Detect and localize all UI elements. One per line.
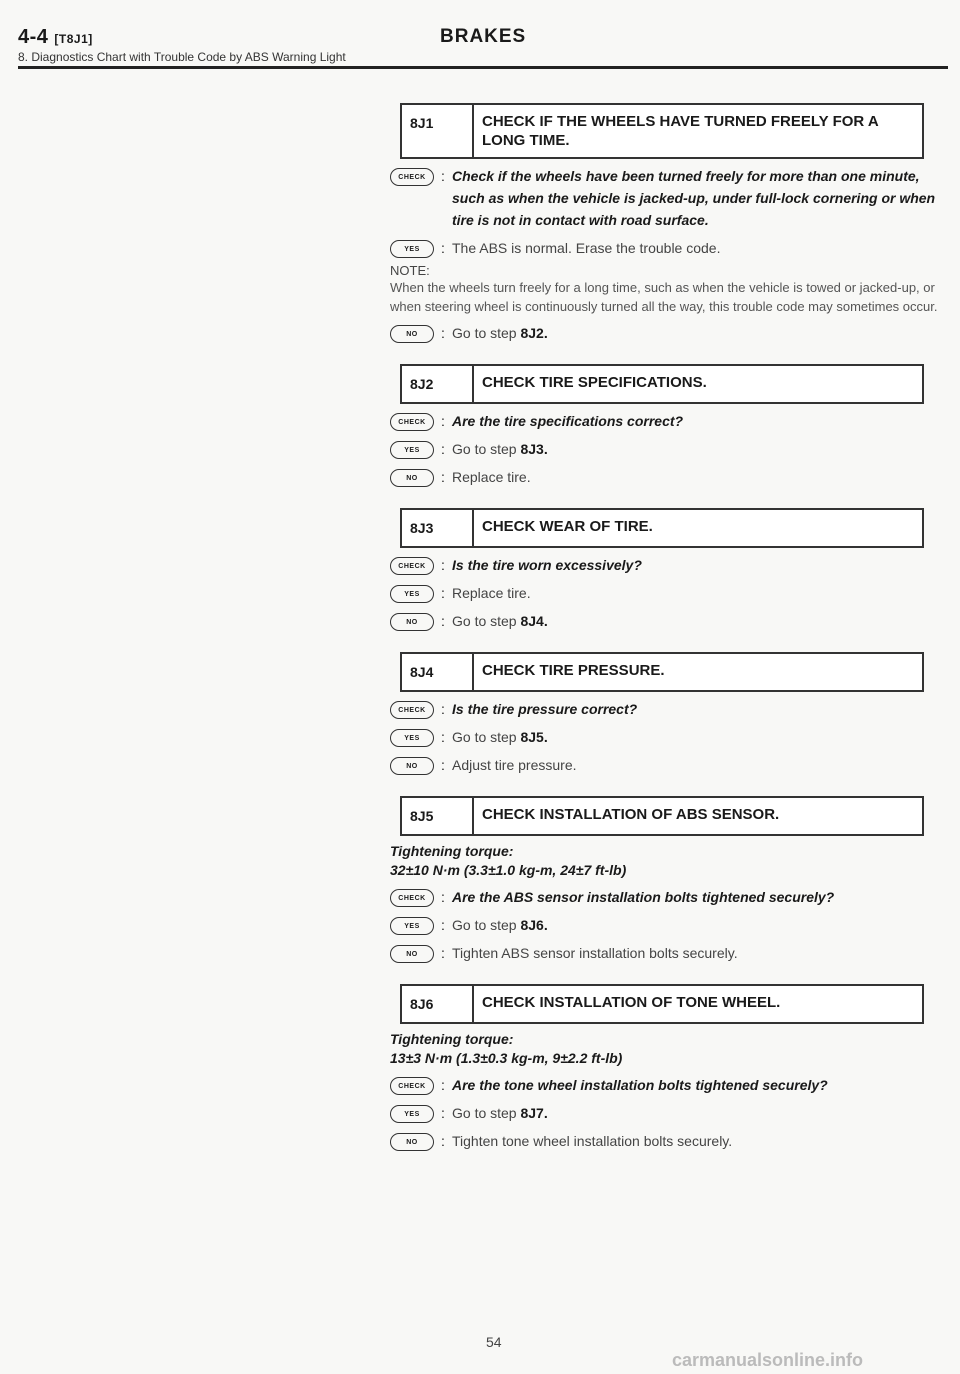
colon: : (441, 441, 445, 457)
section-number-text: 4-4 (18, 26, 49, 48)
colon: : (441, 585, 445, 601)
yes-row (390, 914, 938, 936)
no-badge-icon: NO (390, 613, 434, 631)
check-question: Is the tire pressure correct? (452, 701, 638, 717)
step-id: 8J2 (402, 366, 474, 402)
answer-prefix: Go to step (452, 325, 521, 341)
step-title: CHECK TIRE SPECIFICATIONS. (482, 374, 707, 391)
check-badge-icon: CHECK (390, 1077, 434, 1095)
torque-label: Tightening torque: (390, 1031, 514, 1047)
step-id: 8J3 (402, 510, 474, 546)
step-header (400, 364, 924, 404)
check-question: Are the ABS sensor installation bolts tightened securely? (452, 889, 835, 905)
colon: : (441, 557, 445, 573)
step-id: 8J4 (402, 654, 474, 690)
no-answer (452, 322, 938, 344)
no-badge-icon: NO (390, 469, 434, 487)
yes-row (390, 1102, 938, 1124)
check-badge-icon: CHECK (390, 168, 434, 186)
step-8j3 (390, 508, 938, 632)
colon: : (441, 917, 445, 933)
torque-spec (390, 1030, 938, 1068)
note-text: When the wheels turn freely for a long time, such as when the vehicle is towed or jacked-up, or when steering wheel is continuously turned all the way, this trouble code may sometimes occur. (390, 280, 938, 314)
check-badge-icon: CHECK (390, 557, 434, 575)
colon: : (441, 413, 445, 429)
colon: : (441, 1133, 445, 1149)
torque-spec (390, 842, 938, 880)
yes-answer (452, 438, 938, 460)
no-answer: Adjust tire pressure. (452, 757, 577, 773)
no-answer: Tighten tone wheel installation bolts securely. (452, 1133, 733, 1149)
answer-prefix: Go to step (452, 917, 521, 933)
step-header (400, 984, 924, 1024)
answer-prefix: Go to step (452, 729, 521, 745)
no-answer (452, 610, 938, 632)
no-answer: Replace tire. (452, 469, 531, 485)
no-row (390, 322, 938, 344)
yes-answer: Replace tire. (452, 585, 531, 601)
yes-row (390, 726, 938, 748)
answer-prefix: Go to step (452, 441, 521, 457)
step-header (400, 103, 924, 159)
step-8j1 (390, 103, 938, 344)
yes-row (390, 582, 938, 604)
yes-badge-icon: YES (390, 240, 434, 258)
check-badge-icon: CHECK (390, 413, 434, 431)
step-title: CHECK INSTALLATION OF ABS SENSOR. (482, 806, 780, 823)
torque-value: 32±10 N·m (3.3±1.0 kg-m, 24±7 ft-lb) (390, 862, 627, 878)
step-title: CHECK INSTALLATION OF TONE WHEEL. (482, 994, 781, 1011)
step-header (400, 652, 924, 692)
colon: : (441, 469, 445, 485)
step-title: CHECK TIRE PRESSURE. (482, 662, 665, 679)
step-8j6 (390, 984, 938, 1152)
yes-answer: The ABS is normal. Erase the trouble code. (452, 240, 721, 256)
check-question: Are the tire specifications correct? (452, 413, 684, 429)
step-header (400, 796, 924, 836)
answer-prefix: Go to step (452, 613, 521, 629)
yes-badge-icon: YES (390, 1105, 434, 1123)
step-title: CHECK WEAR OF TIRE. (482, 518, 653, 535)
step-header (400, 508, 924, 548)
no-row (390, 942, 938, 964)
check-question: Check if the wheels have been turned freely for more than one minute, such as when the vehicle is jacked-up, under full-lock cornering or when tire is not in contact with road surface. (452, 168, 936, 228)
colon: : (441, 240, 445, 256)
header-rule (18, 66, 948, 69)
step-8j5 (390, 796, 938, 964)
section-code: [T8J1] (54, 32, 93, 46)
no-row (390, 466, 938, 488)
diagnostic-steps (390, 103, 938, 1152)
colon: : (441, 325, 445, 341)
no-badge-icon: NO (390, 757, 434, 775)
yes-badge-icon: YES (390, 729, 434, 747)
check-question: Is the tire worn excessively? (452, 557, 642, 573)
yes-badge-icon: YES (390, 441, 434, 459)
step-id: 8J1 (402, 105, 474, 157)
check-row (390, 165, 938, 231)
check-row (390, 886, 938, 908)
step-id: 8J5 (402, 798, 474, 834)
check-badge-icon: CHECK (390, 701, 434, 719)
colon: : (441, 757, 445, 773)
no-badge-icon: NO (390, 945, 434, 963)
yes-row (390, 237, 938, 259)
footer-watermark: carmanualsonline.info (672, 1350, 864, 1370)
colon: : (441, 613, 445, 629)
colon: : (441, 701, 445, 717)
colon: : (441, 1077, 445, 1093)
colon: : (441, 1105, 445, 1121)
no-answer: Tighten ABS sensor installation bolts securely. (452, 945, 738, 961)
torque-value: 13±3 N·m (1.3±0.3 kg-m, 9±2.2 ft-lb) (390, 1050, 623, 1066)
yes-answer (452, 914, 938, 936)
answer-prefix: Go to step (452, 1105, 521, 1121)
colon: : (441, 889, 445, 905)
check-row (390, 554, 938, 576)
section-title: BRAKES (440, 26, 527, 47)
yes-badge-icon: YES (390, 917, 434, 935)
check-badge-icon: CHECK (390, 889, 434, 907)
yes-answer (452, 726, 938, 748)
page-number: 54 (486, 1334, 502, 1350)
next-step-link: 8J7. (520, 1105, 548, 1121)
check-row (390, 698, 938, 720)
step-id: 8J6 (402, 986, 474, 1022)
check-row (390, 410, 938, 432)
no-badge-icon: NO (390, 325, 434, 343)
next-step-link: 8J6. (520, 917, 548, 933)
next-step-link: 8J5. (520, 729, 548, 745)
page-header (18, 26, 948, 64)
note-label: NOTE: (390, 263, 430, 278)
colon: : (441, 945, 445, 961)
next-step-link: 8J3. (520, 441, 548, 457)
check-row (390, 1074, 938, 1096)
yes-row (390, 438, 938, 460)
no-row (390, 1130, 938, 1152)
colon: : (441, 729, 445, 745)
next-step-link: 8J2. (520, 325, 548, 341)
no-row (390, 610, 938, 632)
step-title: CHECK IF THE WHEELS HAVE TURNED FREELY FOR A LONG TIME. (482, 113, 879, 149)
section-subtitle: 8. Diagnostics Chart with Trouble Code by ABS Warning Light (18, 50, 346, 64)
torque-label: Tightening torque: (390, 843, 514, 859)
section-number (18, 26, 93, 49)
no-badge-icon: NO (390, 1133, 434, 1151)
no-row (390, 754, 938, 776)
step-8j2 (390, 364, 938, 488)
next-step-link: 8J4. (520, 613, 548, 629)
yes-badge-icon: YES (390, 585, 434, 603)
colon: : (441, 168, 445, 184)
check-question: Are the tone wheel installation bolts tightened securely? (452, 1077, 828, 1093)
step-8j4 (390, 652, 938, 776)
yes-answer (452, 1102, 938, 1124)
